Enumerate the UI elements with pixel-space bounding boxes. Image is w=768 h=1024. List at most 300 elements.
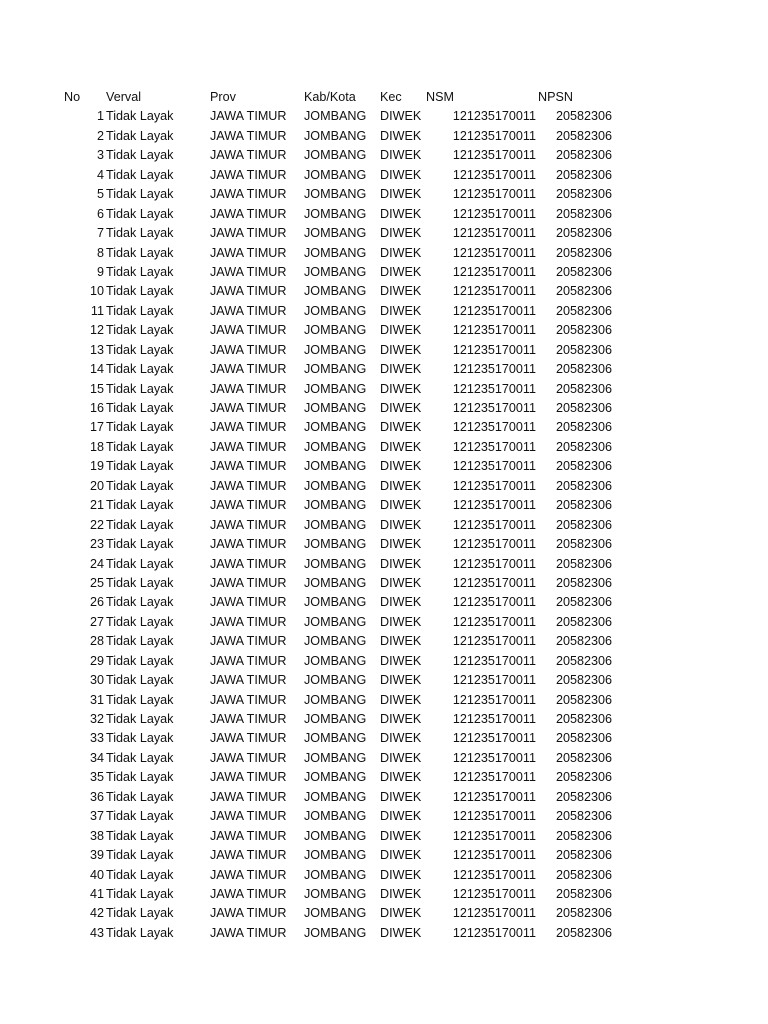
cell-nsm: 121235170011	[452, 420, 536, 435]
cell-kec: DIWEK	[380, 342, 422, 357]
cell-nsm: 121235170011	[452, 750, 536, 765]
cell-kab-kota: JOMBANG	[304, 867, 367, 882]
cell-kec: DIWEK	[380, 731, 422, 746]
cell-kab-kota: JOMBANG	[304, 712, 367, 726]
cell-npsn: 20582306	[555, 167, 612, 182]
cell-prov: JAWA TIMUR	[210, 925, 287, 940]
cell-kab-kota: JOMBANG	[304, 828, 367, 843]
table-row	[0, 263, 768, 282]
cell-kab-kota: JOMBANG	[304, 439, 367, 454]
cell-verval: Tidak Layak	[106, 187, 174, 202]
cell-kec: DIWEK	[380, 187, 422, 202]
cell-verval: Tidak Layak	[106, 731, 174, 746]
cell-kec: DIWEK	[380, 770, 422, 785]
cell-prov: JAWA TIMUR	[210, 537, 287, 552]
cell-no: 16	[89, 401, 104, 415]
table-row	[0, 127, 768, 146]
cell-npsn: 20582306	[555, 556, 612, 571]
cell-verval: Tidak Layak	[106, 459, 174, 474]
cell-kec: DIWEK	[380, 634, 422, 649]
cell-verval: Tidak Layak	[106, 206, 174, 221]
cell-no: 42	[89, 906, 104, 921]
cell-nsm: 121235170011	[452, 284, 536, 299]
cell-kec: DIWEK	[380, 614, 422, 629]
cell-nsm: 121235170011	[452, 770, 536, 785]
cell-no: 18	[89, 439, 104, 454]
cell-no: 23	[89, 537, 104, 552]
cell-nsm: 121235170011	[452, 692, 536, 707]
cell-nsm: 121235170011	[452, 401, 536, 415]
cell-verval: Tidak Layak	[106, 420, 174, 435]
cell-verval: Tidak Layak	[106, 692, 174, 707]
cell-kab-kota: JOMBANG	[304, 128, 367, 143]
cell-verval: Tidak Layak	[106, 653, 174, 668]
cell-verval: Tidak Layak	[106, 750, 174, 765]
cell-verval: Tidak Layak	[106, 284, 174, 299]
cell-kec: DIWEK	[380, 245, 422, 260]
cell-no: 33	[89, 731, 104, 746]
cell-verval: Tidak Layak	[106, 342, 174, 357]
cell-kec: DIWEK	[380, 848, 422, 863]
cell-kab-kota: JOMBANG	[304, 226, 367, 241]
cell-verval: Tidak Layak	[106, 809, 174, 824]
cell-nsm: 121235170011	[452, 148, 536, 163]
table-row	[0, 438, 768, 457]
cell-prov: JAWA TIMUR	[210, 673, 287, 688]
cell-npsn: 20582306	[555, 148, 612, 163]
cell-prov: JAWA TIMUR	[210, 789, 287, 804]
table-row	[0, 904, 768, 923]
cell-kec: DIWEK	[380, 109, 422, 124]
cell-no: 17	[89, 420, 104, 435]
cell-kec: DIWEK	[380, 595, 422, 610]
table-row	[0, 457, 768, 476]
cell-kec: DIWEK	[380, 401, 422, 415]
cell-kec: DIWEK	[380, 537, 422, 552]
cell-prov: JAWA TIMUR	[210, 498, 287, 513]
cell-npsn: 20582306	[555, 867, 612, 882]
cell-verval: Tidak Layak	[106, 167, 174, 182]
cell-nsm: 121235170011	[452, 478, 536, 493]
cell-kab-kota: JOMBANG	[304, 498, 367, 513]
cell-kec: DIWEK	[380, 575, 422, 590]
cell-nsm: 121235170011	[452, 828, 536, 843]
table-row	[0, 671, 768, 690]
cell-prov: JAWA TIMUR	[210, 128, 287, 143]
table-row	[0, 341, 768, 360]
cell-prov: JAWA TIMUR	[210, 284, 287, 299]
table-row	[0, 632, 768, 651]
cell-kab-kota: JOMBANG	[304, 206, 367, 221]
cell-verval: Tidak Layak	[106, 789, 174, 804]
header-kab-kota: Kab/Kota	[304, 90, 356, 104]
cell-kec: DIWEK	[380, 167, 422, 182]
cell-npsn: 20582306	[555, 789, 612, 804]
cell-kec: DIWEK	[380, 284, 422, 299]
cell-no: 38	[89, 828, 104, 843]
cell-verval: Tidak Layak	[106, 712, 174, 726]
cell-no: 3	[96, 148, 104, 163]
cell-nsm: 121235170011	[452, 867, 536, 882]
cell-verval: Tidak Layak	[106, 517, 174, 532]
cell-nsm: 121235170011	[452, 653, 536, 668]
cell-kab-kota: JOMBANG	[304, 401, 367, 415]
cell-prov: JAWA TIMUR	[210, 809, 287, 824]
cell-no: 39	[89, 848, 104, 863]
cell-nsm: 121235170011	[452, 731, 536, 746]
cell-nsm: 121235170011	[452, 128, 536, 143]
cell-kab-kota: JOMBANG	[304, 167, 367, 182]
table-row	[0, 593, 768, 612]
cell-verval: Tidak Layak	[106, 634, 174, 649]
cell-nsm: 121235170011	[452, 634, 536, 649]
cell-no: 20	[89, 478, 104, 493]
cell-kab-kota: JOMBANG	[304, 750, 367, 765]
table-row	[0, 418, 768, 437]
cell-npsn: 20582306	[555, 653, 612, 668]
cell-kec: DIWEK	[380, 303, 422, 318]
cell-kab-kota: JOMBANG	[304, 478, 367, 493]
cell-prov: JAWA TIMUR	[210, 712, 287, 726]
cell-kab-kota: JOMBANG	[304, 653, 367, 668]
table-row	[0, 691, 768, 710]
cell-verval: Tidak Layak	[106, 614, 174, 629]
cell-prov: JAWA TIMUR	[210, 867, 287, 882]
cell-prov: JAWA TIMUR	[210, 614, 287, 629]
cell-no: 7	[96, 226, 104, 241]
data-table	[0, 88, 768, 943]
table-row	[0, 360, 768, 379]
cell-verval: Tidak Layak	[106, 109, 174, 124]
cell-verval: Tidak Layak	[106, 245, 174, 260]
table-row	[0, 555, 768, 574]
cell-verval: Tidak Layak	[106, 303, 174, 318]
cell-prov: JAWA TIMUR	[210, 109, 287, 124]
cell-no: 36	[89, 789, 104, 804]
table-row	[0, 807, 768, 826]
cell-kec: DIWEK	[380, 439, 422, 454]
table-row	[0, 788, 768, 807]
cell-nsm: 121235170011	[452, 595, 536, 610]
table-row	[0, 574, 768, 593]
cell-npsn: 20582306	[555, 245, 612, 260]
cell-npsn: 20582306	[555, 109, 612, 124]
cell-kab-kota: JOMBANG	[304, 303, 367, 318]
cell-npsn: 20582306	[555, 537, 612, 552]
cell-kec: DIWEK	[380, 128, 422, 143]
cell-npsn: 20582306	[555, 692, 612, 707]
table-body	[0, 107, 768, 943]
table-row	[0, 107, 768, 126]
cell-no: 35	[89, 770, 104, 785]
cell-kab-kota: JOMBANG	[304, 614, 367, 629]
cell-prov: JAWA TIMUR	[210, 634, 287, 649]
cell-prov: JAWA TIMUR	[210, 828, 287, 843]
cell-prov: JAWA TIMUR	[210, 167, 287, 182]
cell-kab-kota: JOMBANG	[304, 537, 367, 552]
cell-no: 26	[89, 595, 104, 610]
cell-kab-kota: JOMBANG	[304, 381, 367, 396]
cell-no: 8	[96, 245, 104, 260]
table-row	[0, 768, 768, 787]
cell-nsm: 121235170011	[452, 459, 536, 474]
cell-npsn: 20582306	[555, 381, 612, 396]
table-row	[0, 224, 768, 243]
cell-verval: Tidak Layak	[106, 478, 174, 493]
cell-nsm: 121235170011	[452, 206, 536, 221]
cell-kec: DIWEK	[380, 420, 422, 435]
table-row	[0, 244, 768, 263]
cell-prov: JAWA TIMUR	[210, 323, 287, 338]
cell-kec: DIWEK	[380, 362, 422, 377]
cell-no: 11	[90, 303, 104, 318]
cell-verval: Tidak Layak	[106, 381, 174, 396]
cell-prov: JAWA TIMUR	[210, 653, 287, 668]
cell-kab-kota: JOMBANG	[304, 362, 367, 377]
cell-nsm: 121235170011	[452, 264, 536, 279]
cell-kec: DIWEK	[380, 556, 422, 571]
cell-kec: DIWEK	[380, 478, 422, 493]
cell-kab-kota: JOMBANG	[304, 459, 367, 474]
cell-kec: DIWEK	[380, 692, 422, 707]
cell-no: 9	[96, 264, 104, 279]
table-row	[0, 866, 768, 885]
cell-no: 37	[89, 809, 104, 824]
cell-npsn: 20582306	[555, 673, 612, 688]
table-row	[0, 321, 768, 340]
cell-npsn: 20582306	[555, 809, 612, 824]
cell-kec: DIWEK	[380, 906, 422, 921]
cell-kab-kota: JOMBANG	[304, 420, 367, 435]
cell-npsn: 20582306	[555, 459, 612, 474]
cell-verval: Tidak Layak	[106, 886, 174, 901]
cell-npsn: 20582306	[555, 731, 612, 746]
table-row	[0, 535, 768, 554]
table-row	[0, 516, 768, 535]
cell-prov: JAWA TIMUR	[210, 750, 287, 765]
cell-nsm: 121235170011	[452, 886, 536, 901]
cell-npsn: 20582306	[555, 614, 612, 629]
table-row	[0, 924, 768, 943]
cell-kec: DIWEK	[380, 206, 422, 221]
cell-no: 24	[89, 556, 104, 571]
table-row	[0, 185, 768, 204]
cell-nsm: 121235170011	[452, 498, 536, 513]
cell-no: 5	[96, 187, 104, 202]
cell-kab-kota: JOMBANG	[304, 925, 367, 940]
cell-prov: JAWA TIMUR	[210, 906, 287, 921]
cell-verval: Tidak Layak	[106, 537, 174, 552]
cell-npsn: 20582306	[555, 303, 612, 318]
cell-kab-kota: JOMBANG	[304, 595, 367, 610]
cell-kec: DIWEK	[380, 925, 422, 940]
cell-nsm: 121235170011	[452, 342, 536, 357]
cell-nsm: 121235170011	[452, 848, 536, 863]
cell-nsm: 121235170011	[452, 517, 536, 532]
cell-no: 19	[89, 459, 104, 474]
cell-npsn: 20582306	[555, 750, 612, 765]
cell-kab-kota: JOMBANG	[304, 109, 367, 124]
cell-npsn: 20582306	[555, 362, 612, 377]
cell-npsn: 20582306	[555, 575, 612, 590]
cell-kab-kota: JOMBANG	[304, 556, 367, 571]
cell-kec: DIWEK	[380, 886, 422, 901]
cell-npsn: 20582306	[555, 712, 612, 726]
table-row	[0, 146, 768, 165]
cell-prov: JAWA TIMUR	[210, 575, 287, 590]
cell-nsm: 121235170011	[452, 925, 536, 940]
cell-kec: DIWEK	[380, 498, 422, 513]
cell-npsn: 20582306	[555, 401, 612, 415]
cell-kab-kota: JOMBANG	[304, 809, 367, 824]
header-verval: Verval	[106, 90, 142, 104]
cell-prov: JAWA TIMUR	[210, 731, 287, 746]
cell-kec: DIWEK	[380, 517, 422, 532]
cell-verval: Tidak Layak	[106, 906, 174, 921]
cell-kab-kota: JOMBANG	[304, 517, 367, 532]
cell-kab-kota: JOMBANG	[304, 187, 367, 202]
cell-nsm: 121235170011	[452, 439, 536, 454]
cell-nsm: 121235170011	[452, 303, 536, 318]
cell-no: 4	[96, 167, 104, 182]
cell-no: 31	[89, 692, 104, 707]
table-row	[0, 652, 768, 671]
cell-nsm: 121235170011	[452, 906, 536, 921]
cell-prov: JAWA TIMUR	[210, 595, 287, 610]
cell-kab-kota: JOMBANG	[304, 848, 367, 863]
cell-verval: Tidak Layak	[106, 556, 174, 571]
cell-no: 40	[89, 867, 104, 882]
cell-npsn: 20582306	[555, 226, 612, 241]
cell-prov: JAWA TIMUR	[210, 517, 287, 532]
cell-npsn: 20582306	[555, 925, 612, 940]
cell-verval: Tidak Layak	[106, 575, 174, 590]
cell-kec: DIWEK	[380, 459, 422, 474]
cell-verval: Tidak Layak	[106, 828, 174, 843]
cell-kec: DIWEK	[380, 381, 422, 396]
cell-npsn: 20582306	[555, 498, 612, 513]
cell-prov: JAWA TIMUR	[210, 886, 287, 901]
cell-kec: DIWEK	[380, 148, 422, 163]
header-npsn: NPSN	[538, 90, 573, 104]
cell-prov: JAWA TIMUR	[210, 362, 287, 377]
cell-npsn: 20582306	[555, 128, 612, 143]
cell-prov: JAWA TIMUR	[210, 226, 287, 241]
cell-kab-kota: JOMBANG	[304, 575, 367, 590]
cell-nsm: 121235170011	[452, 556, 536, 571]
cell-no: 34	[89, 750, 104, 765]
cell-verval: Tidak Layak	[106, 323, 174, 338]
cell-prov: JAWA TIMUR	[210, 420, 287, 435]
cell-prov: JAWA TIMUR	[210, 770, 287, 785]
cell-npsn: 20582306	[555, 439, 612, 454]
cell-verval: Tidak Layak	[106, 148, 174, 163]
table-row	[0, 380, 768, 399]
cell-npsn: 20582306	[555, 517, 612, 532]
cell-prov: JAWA TIMUR	[210, 692, 287, 707]
cell-kab-kota: JOMBANG	[304, 673, 367, 688]
cell-verval: Tidak Layak	[106, 925, 174, 940]
cell-prov: JAWA TIMUR	[210, 303, 287, 318]
cell-kec: DIWEK	[380, 789, 422, 804]
cell-npsn: 20582306	[555, 342, 612, 357]
cell-kec: DIWEK	[380, 750, 422, 765]
cell-no: 10	[89, 284, 104, 299]
cell-verval: Tidak Layak	[106, 226, 174, 241]
cell-no: 13	[89, 342, 104, 357]
cell-prov: JAWA TIMUR	[210, 401, 287, 415]
cell-verval: Tidak Layak	[106, 770, 174, 785]
cell-kec: DIWEK	[380, 809, 422, 824]
cell-nsm: 121235170011	[452, 323, 536, 338]
cell-kab-kota: JOMBANG	[304, 731, 367, 746]
cell-verval: Tidak Layak	[106, 128, 174, 143]
cell-kab-kota: JOMBANG	[304, 634, 367, 649]
table-row	[0, 846, 768, 865]
cell-kec: DIWEK	[380, 712, 422, 726]
cell-nsm: 121235170011	[452, 109, 536, 124]
cell-no: 14	[89, 362, 104, 377]
table-row	[0, 710, 768, 729]
table-row	[0, 613, 768, 632]
cell-npsn: 20582306	[555, 770, 612, 785]
cell-kab-kota: JOMBANG	[304, 342, 367, 357]
cell-npsn: 20582306	[555, 595, 612, 610]
cell-no: 30	[89, 673, 104, 688]
cell-verval: Tidak Layak	[106, 867, 174, 882]
header-kec: Kec	[380, 90, 402, 104]
table-header-row	[0, 88, 768, 107]
cell-nsm: 121235170011	[452, 575, 536, 590]
cell-nsm: 121235170011	[452, 187, 536, 202]
cell-npsn: 20582306	[555, 828, 612, 843]
cell-npsn: 20582306	[555, 206, 612, 221]
cell-nsm: 121235170011	[452, 362, 536, 377]
table-row	[0, 729, 768, 748]
cell-kab-kota: JOMBANG	[304, 789, 367, 804]
table-row	[0, 885, 768, 904]
cell-verval: Tidak Layak	[106, 401, 174, 415]
cell-npsn: 20582306	[555, 906, 612, 921]
cell-prov: JAWA TIMUR	[210, 206, 287, 221]
cell-prov: JAWA TIMUR	[210, 439, 287, 454]
cell-kec: DIWEK	[380, 226, 422, 241]
cell-nsm: 121235170011	[452, 381, 536, 396]
cell-kec: DIWEK	[380, 828, 422, 843]
cell-kab-kota: JOMBANG	[304, 148, 367, 163]
cell-kec: DIWEK	[380, 653, 422, 668]
cell-no: 1	[96, 109, 104, 124]
table-row	[0, 399, 768, 418]
cell-prov: JAWA TIMUR	[210, 556, 287, 571]
cell-no: 41	[89, 886, 104, 901]
header-nsm: NSM	[426, 90, 454, 104]
cell-npsn: 20582306	[555, 420, 612, 435]
cell-no: 21	[89, 498, 104, 513]
table-row	[0, 496, 768, 515]
cell-no: 12	[89, 323, 104, 338]
cell-nsm: 121235170011	[452, 226, 536, 241]
header-prov: Prov	[210, 90, 236, 104]
cell-kec: DIWEK	[380, 264, 422, 279]
cell-prov: JAWA TIMUR	[210, 245, 287, 260]
cell-verval: Tidak Layak	[106, 264, 174, 279]
cell-npsn: 20582306	[555, 187, 612, 202]
cell-no: 2	[96, 128, 104, 143]
cell-prov: JAWA TIMUR	[210, 848, 287, 863]
cell-no: 29	[89, 653, 104, 668]
cell-kec: DIWEK	[380, 323, 422, 338]
